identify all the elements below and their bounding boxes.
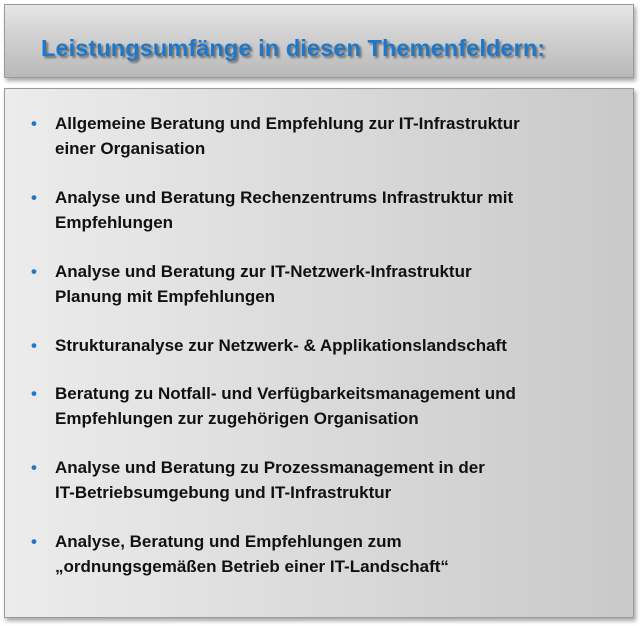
list-item-text: Allgemeine Beratung und Empfehlung zur IT-Infrastruktur einer Organisation [55, 114, 520, 158]
list-item-text: Analyse und Beratung zur IT-Netzwerk-Infrastruktur Planung mit Empfehlungen [55, 262, 472, 306]
header-panel [4, 4, 634, 78]
bullet-icon: • [31, 532, 37, 551]
bullet-icon: • [31, 336, 37, 355]
bullet-icon: • [31, 458, 37, 477]
list-item-text: Analyse, Beratung und Empfehlungen zum „ordnungsgemäßen Betrieb einer IT-Landschaft“ [55, 532, 449, 576]
list-item-text: Beratung zu Notfall- und Verfügbarkeitsmanagement und Empfehlungen zur zugehörigen Organisation [55, 384, 516, 428]
bullet-icon: • [31, 262, 37, 281]
list-item-text: Strukturanalyse zur Netzwerk- & Applikationslandschaft [55, 336, 507, 355]
content-panel [4, 88, 634, 618]
list-item-text: Analyse und Beratung zu Prozessmanagement in der IT-Betriebsumgebung und IT-Infrastruktur [55, 458, 485, 502]
page-title: Leistungsumfänge in diesen Themenfeldern: [41, 35, 546, 61]
bullet-icon: • [31, 384, 37, 403]
list-item-text: Analyse und Beratung Rechenzentrums Infrastruktur mit Empfehlungen [55, 188, 514, 232]
bullet-icon: • [31, 114, 37, 133]
bullet-icon: • [31, 188, 37, 207]
